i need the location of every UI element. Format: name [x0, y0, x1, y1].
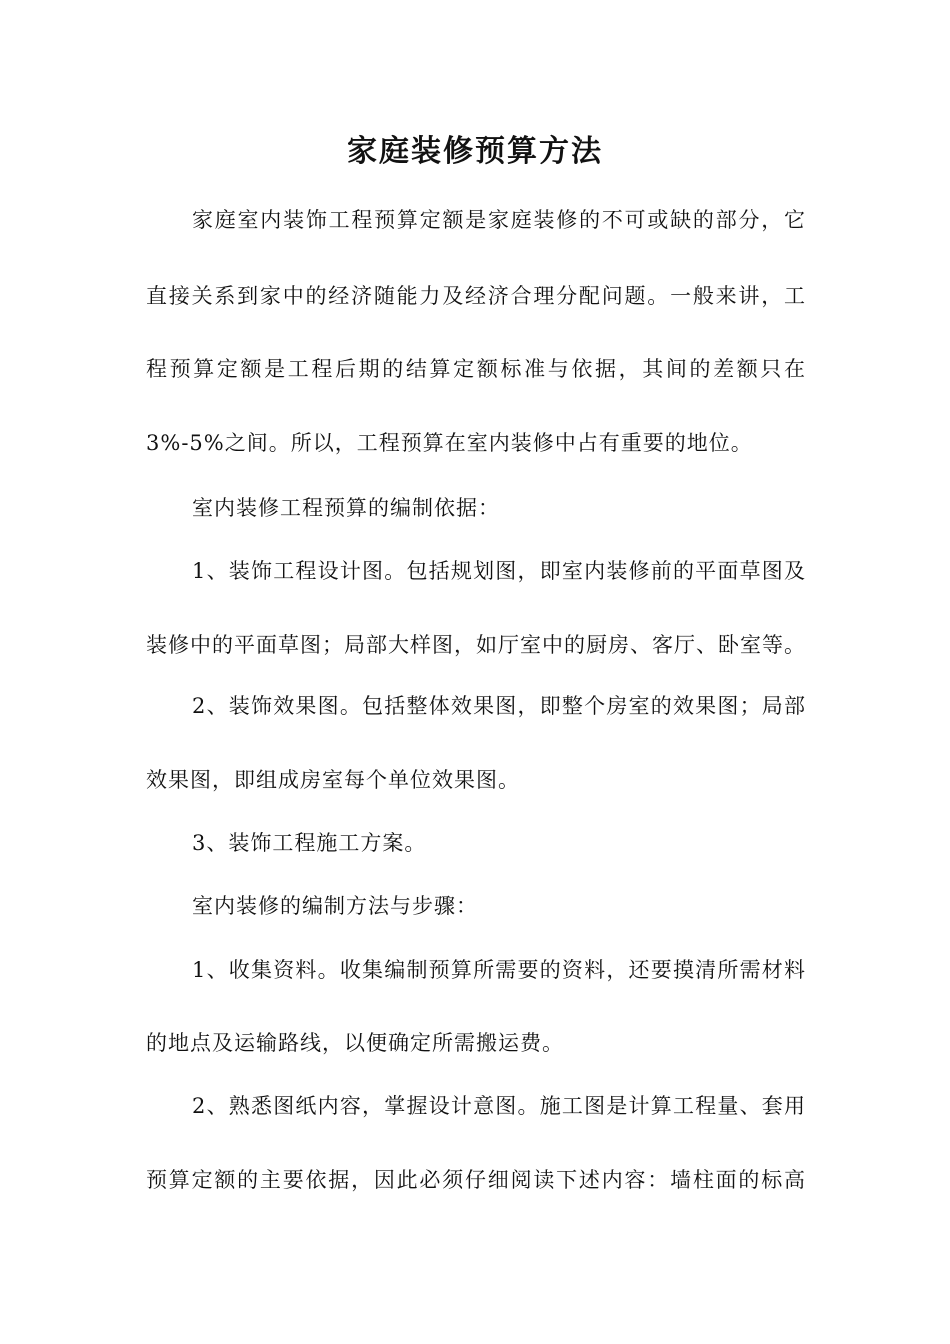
section-heading: 室内装修工程预算的编制依据：	[192, 496, 500, 520]
paragraph-line: 装修中的平面草图；局部大样图，如厅室中的厨房、客厅、卧室等。	[146, 633, 806, 657]
paragraph-line: 2、装饰效果图。包括整体效果图，即整个房室的效果图；局部	[192, 694, 806, 718]
paragraph-line: 3%-5%之间。所以，工程预算在室内装修中占有重要的地位。	[146, 431, 753, 455]
paragraph-line: 1、装饰工程设计图。包括规划图，即室内装修前的平面草图及	[192, 559, 806, 583]
document-title: 家庭装修预算方法	[347, 134, 603, 169]
paragraph-line: 的地点及运输路线，以便确定所需搬运费。	[146, 1031, 564, 1055]
paragraph-line: 效果图，即组成房室每个单位效果图。	[146, 768, 520, 792]
paragraph-line: 家庭室内装饰工程预算定额是家庭装修的不可或缺的部分，它	[192, 208, 806, 232]
paragraph-line: 2、熟悉图纸内容，掌握设计意图。施工图是计算工程量、套用	[192, 1094, 806, 1118]
paragraph-line: 1、收集资料。收集编制预算所需要的资料，还要摸清所需材料	[192, 958, 806, 982]
paragraph-line: 3、装饰工程施工方案。	[192, 831, 427, 855]
paragraph-line: 直接关系到家中的经济随能力及经济合理分配问题。一般来讲，工	[146, 284, 806, 308]
paragraph-line: 程预算定额是工程后期的结算定额标准与依据，其间的差额只在	[146, 357, 806, 381]
paragraph-line: 预算定额的主要依据，因此必须仔细阅读下述内容：墙柱面的标高	[146, 1168, 806, 1192]
section-heading: 室内装修的编制方法与步骤：	[192, 894, 478, 918]
